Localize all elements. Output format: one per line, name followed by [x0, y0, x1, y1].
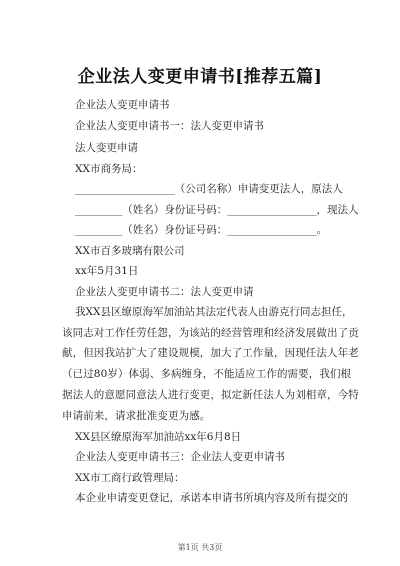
text-line: 本企业申请变更登记，承诺本申请书所填内容及所有提交的	[75, 492, 348, 504]
text-line: XX市工商行政管理局：	[75, 472, 185, 484]
text-line: _________（姓名）身份证号码：_________________。	[75, 224, 327, 236]
document-title: 企业法人变更申请书[推荐五篇]	[77, 67, 323, 87]
text-line: 据法人的意愿同意法人进行变更，拟定新任法人为刘相章，今特	[62, 389, 359, 401]
text-line: XX县区缭原海军加油站xx年6月8日	[75, 431, 242, 443]
text-line: 法人变更申请	[75, 142, 138, 154]
text-line: 企业法人变更申请书二：法人变更申请	[75, 286, 254, 298]
text-line: XX市商务局：	[75, 163, 143, 175]
text-line: 企业法人变更申请书一：法人变更申请书	[75, 120, 264, 132]
text-line: 我XX县区缭原海军加油站其法定代表人由游克行同志担任，	[75, 306, 353, 318]
text-line: xx年5月31日	[75, 265, 139, 277]
text-line: （已过80岁）体弱、多病缠身，不能适应工作的需要，我们根	[62, 368, 352, 380]
text-line: 该同志对工作任劳任怨，为该站的经营管理和经济发展做出了贡	[62, 327, 359, 339]
text-line: ___________________（公司名称）申请变更法人，原法人	[75, 183, 343, 195]
text-line: 献，但因我站扩大了建设规模，加大了工作量，因现任法人年老	[62, 347, 359, 359]
text-line: _________（姓名）身份证号码：_________________，现法人	[75, 204, 359, 216]
text-line: XX市百多玻璃有限公司	[75, 245, 185, 257]
page-footer: 第1页 共3页	[177, 543, 223, 552]
text-line: 申请前来，请求批准变更为感。	[62, 410, 211, 422]
text-line: 企业法人变更申请书三：企业法人变更申请书	[75, 451, 285, 463]
text-line: 企业法人变更申请书	[75, 99, 170, 111]
